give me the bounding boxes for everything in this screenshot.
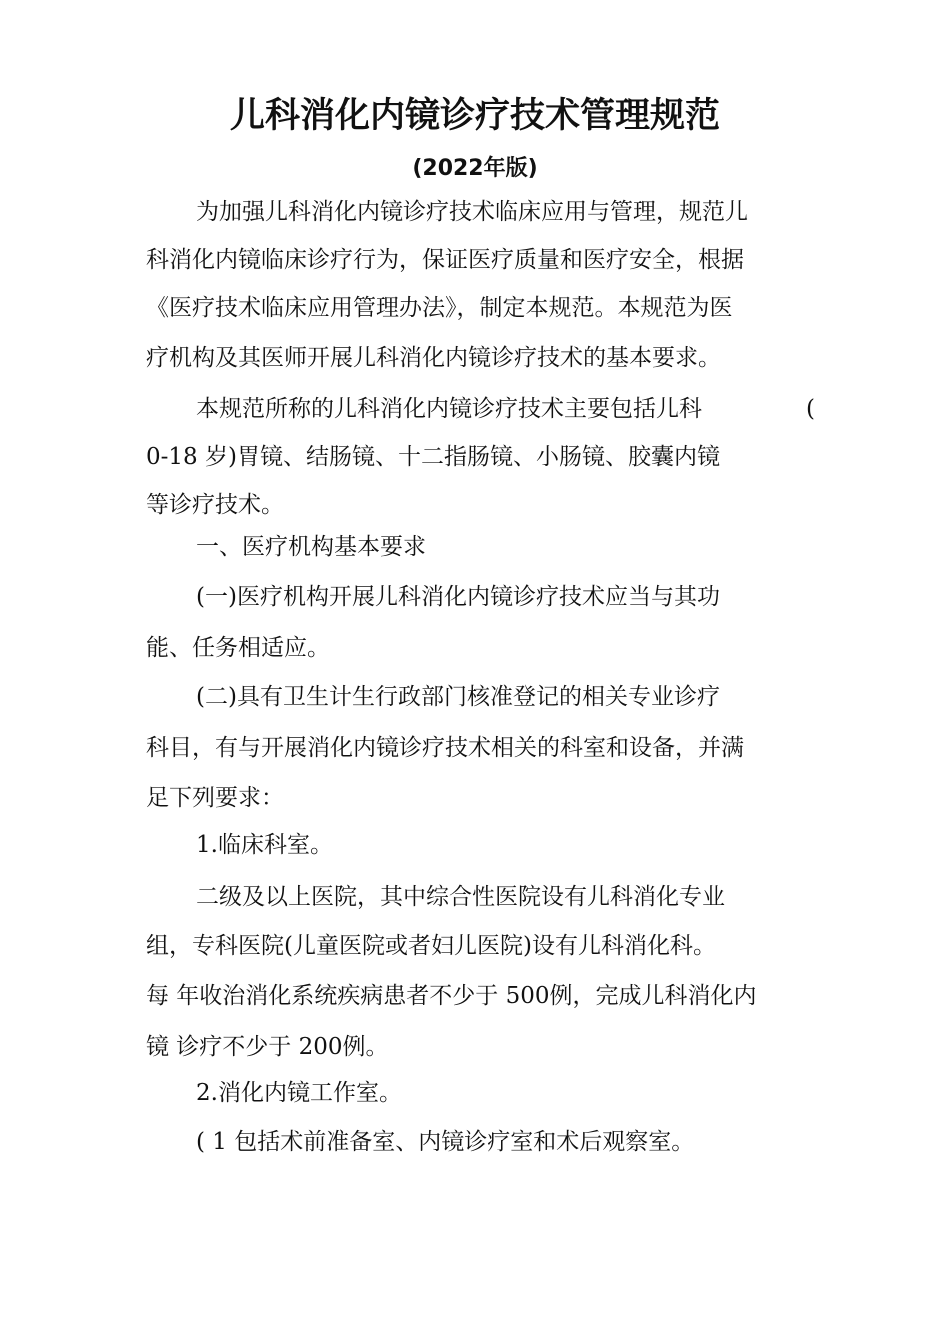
section-heading: 1.临床科室。 — [196, 832, 333, 858]
paragraph-line: 足下列要求： — [146, 785, 284, 811]
paragraph-line: (二)具有卫生计生行政部门核准登记的相关专业诊疗 — [196, 684, 720, 710]
document-subtitle: (2022年版) — [412, 156, 538, 181]
paragraph-line: 《医疗技术临床应用管理办法》，制定本规范。本规范为医 — [146, 295, 733, 321]
paragraph-line: ( 1 包括术前准备室、内镜诊疗室和术后观察室。 — [196, 1129, 695, 1155]
paragraph-line: ( — [806, 396, 815, 422]
paragraph-line: 科目，有与开展消化内镜诊疗技术相关的科室和设备，并满 — [146, 735, 744, 761]
section-heading: 2.消化内镜工作室。 — [196, 1080, 402, 1106]
document-title: 儿科消化内镜诊疗技术管理规范 — [229, 96, 720, 136]
paragraph-line: 能、任务相适应。 — [146, 635, 330, 661]
paragraph-line: 组，专科医院(儿童医院或者妇儿医院)设有儿科消化科。 — [146, 933, 716, 959]
paragraph-line: 本规范所称的儿科消化内镜诊疗技术主要包括儿科 — [196, 396, 702, 422]
paragraph-line: 科消化内镜临床诊疗行为，保证医疗质量和医疗安全，根据 — [146, 247, 744, 273]
section-heading: 一、医疗机构基本要求 — [196, 534, 426, 560]
paragraph-line: 每 年收治消化系统疾病患者不少于 500例，完成儿科消化内 — [146, 983, 757, 1009]
paragraph-line: (一)医疗机构开展儿科消化内镜诊疗技术应当与其功 — [196, 584, 720, 610]
paragraph-line: 等诊疗技术。 — [146, 492, 284, 518]
paragraph-line: 为加强儿科消化内镜诊疗技术临床应用与管理，规范儿 — [196, 199, 748, 225]
paragraph-line: 二级及以上医院，其中综合性医院设有儿科消化专业 — [196, 884, 725, 910]
paragraph-line: 0-18 岁)胃镜、结肠镜、十二指肠镜、小肠镜、胶囊内镜 — [146, 444, 720, 470]
paragraph-line: 镜 诊疗不少于 200例。 — [146, 1034, 389, 1060]
paragraph-line: 疗机构及其医师开展儿科消化内镜诊疗技术的基本要求。 — [146, 345, 721, 371]
